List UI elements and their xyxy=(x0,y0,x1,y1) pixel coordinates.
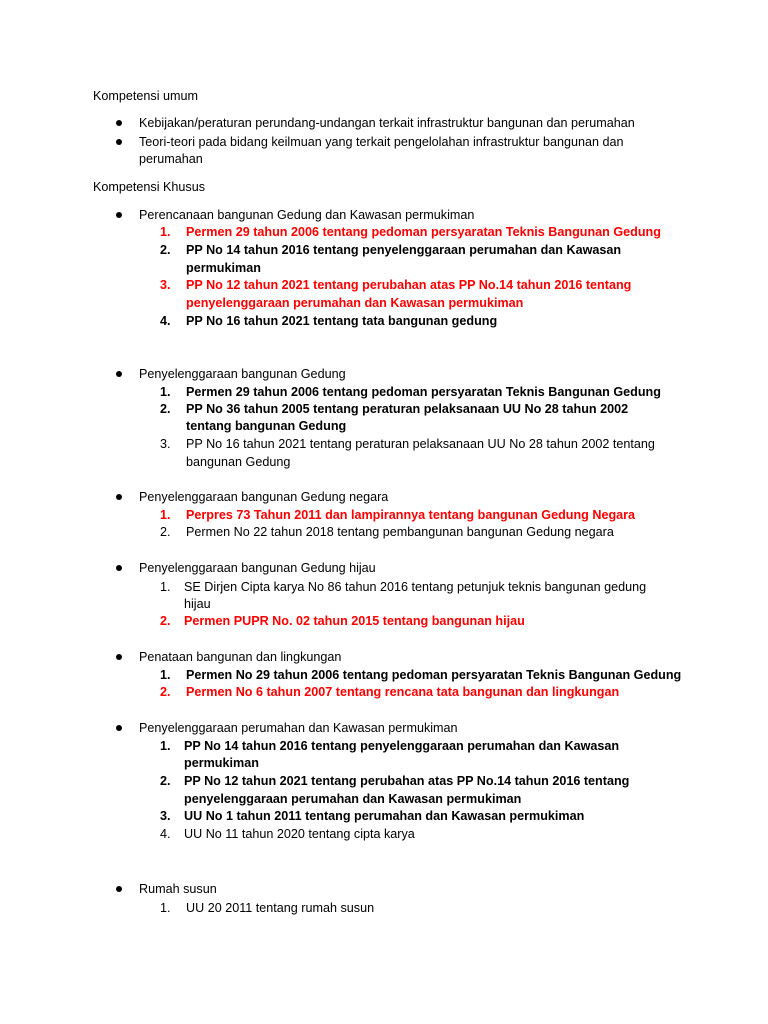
list-item-cont: tentang bangunan Gedung xyxy=(186,419,347,433)
list-number: 1. xyxy=(160,668,171,682)
section-title-perumahan: Penyelenggaraan perumahan dan Kawasan permukiman xyxy=(139,721,458,735)
list-number: 1. xyxy=(160,580,171,594)
list-number: 1. xyxy=(160,739,171,753)
list-item: UU No 1 tahun 2011 tentang perumahan dan Kawasan permukiman xyxy=(184,809,585,823)
list-number: 2. xyxy=(160,243,171,257)
list-item-cont: permukiman xyxy=(184,756,259,770)
section-title-rumah-susun: Rumah susun xyxy=(139,882,217,896)
bullet-icon xyxy=(116,139,122,145)
list-number: 2. xyxy=(160,774,171,788)
list-number: 2. xyxy=(160,402,171,416)
list-item: UU No 11 tahun 2020 tentang cipta karya xyxy=(184,827,415,841)
list-number: 2. xyxy=(160,685,171,699)
umum-item-1: Kebijakan/peraturan perundang-undangan terkait infrastruktur bangunan dan perumahan xyxy=(139,116,635,130)
section-title-gedung-negara: Penyelenggaraan bangunan Gedung negara xyxy=(139,490,389,504)
list-item-cont: penyelenggaraan perumahan dan Kawasan permukiman xyxy=(184,792,522,806)
bullet-icon xyxy=(116,371,122,377)
list-item: Perpres 73 Tahun 2011 dan lampirannya tentang bangunan Gedung Negara xyxy=(186,508,636,522)
bullet-icon xyxy=(116,212,122,218)
section-title-penyelenggaraan-gedung: Penyelenggaraan bangunan Gedung xyxy=(139,367,346,381)
list-item-cont: permukiman xyxy=(186,261,261,275)
list-item: Permen 29 tahun 2006 tentang pedoman persyaratan Teknis Bangunan Gedung xyxy=(186,225,661,239)
list-number: 3. xyxy=(160,437,171,451)
list-number: 4. xyxy=(160,827,171,841)
list-item: UU 20 2011 tentang rumah susun xyxy=(186,901,375,915)
umum-item-2-line2: perumahan xyxy=(139,152,203,166)
list-item: PP No 16 tahun 2021 tentang tata bangunan gedung xyxy=(186,314,498,328)
bullet-icon xyxy=(116,120,122,126)
list-number: 3. xyxy=(160,809,171,823)
list-number: 3. xyxy=(160,278,171,292)
section-title-penataan: Penataan bangunan dan lingkungan xyxy=(139,650,342,664)
list-item: PP No 12 tahun 2021 tentang perubahan atas PP No.14 tahun 2016 tentang xyxy=(184,774,630,788)
bullet-icon xyxy=(116,886,122,892)
bullet-icon xyxy=(116,494,122,500)
umum-item-2-line1: Teori-teori pada bidang keilmuan yang terkait pengelolahan infrastruktur bangunan dan xyxy=(139,135,624,149)
section-title-perencanaan: Perencanaan bangunan Gedung dan Kawasan permukiman xyxy=(139,208,475,222)
list-item-cont: hijau xyxy=(184,597,211,611)
list-number: 2. xyxy=(160,525,171,539)
bullet-icon xyxy=(116,565,122,571)
list-item: SE Dirjen Cipta karya No 86 tahun 2016 tentang petunjuk teknis bangunan gedung xyxy=(184,580,647,594)
list-item: Permen 29 tahun 2006 tentang pedoman persyaratan Teknis Bangunan Gedung xyxy=(186,385,661,399)
list-number: 1. xyxy=(160,385,171,399)
heading-kompetensi-umum: Kompetensi umum xyxy=(93,89,198,103)
list-item: PP No 14 tahun 2016 tentang penyelenggaraan perumahan dan Kawasan xyxy=(186,243,622,257)
list-number: 4. xyxy=(160,314,171,328)
bullet-icon xyxy=(116,654,122,660)
list-number: 1. xyxy=(160,508,171,522)
list-item-cont: penyelenggaraan perumahan dan Kawasan permukiman xyxy=(186,296,524,310)
list-item: PP No 14 tahun 2016 tentang penyelenggaraan perumahan dan Kawasan xyxy=(184,739,620,753)
list-number: 1. xyxy=(160,225,171,239)
list-item: Permen No 29 tahun 2006 tentang pedoman persyaratan Teknis Bangunan Gedung xyxy=(186,668,682,682)
list-number: 2. xyxy=(160,614,171,628)
heading-kompetensi-khusus: Kompetensi Khusus xyxy=(93,180,206,194)
list-item: PP No 36 tahun 2005 tentang peraturan pelaksanaan UU No 28 tahun 2002 xyxy=(186,402,629,416)
list-item-cont: bangunan Gedung xyxy=(186,455,291,469)
list-item: Permen No 22 tahun 2018 tentang pembangunan bangunan Gedung negara xyxy=(186,525,614,539)
list-item: Permen PUPR No. 02 tahun 2015 tentang bangunan hijau xyxy=(184,614,525,628)
list-item: PP No 12 tahun 2021 tentang perubahan atas PP No.14 tahun 2016 tentang xyxy=(186,278,632,292)
list-item: PP No 16 tahun 2021 tentang peraturan pelaksanaan UU No 28 tahun 2002 tentang xyxy=(186,437,655,451)
list-item: Permen No 6 tahun 2007 tentang rencana tata bangunan dan lingkungan xyxy=(186,685,620,699)
list-number: 1. xyxy=(160,901,171,915)
bullet-icon xyxy=(116,725,122,731)
section-title-gedung-hijau: Penyelenggaraan bangunan Gedung hijau xyxy=(139,561,376,575)
